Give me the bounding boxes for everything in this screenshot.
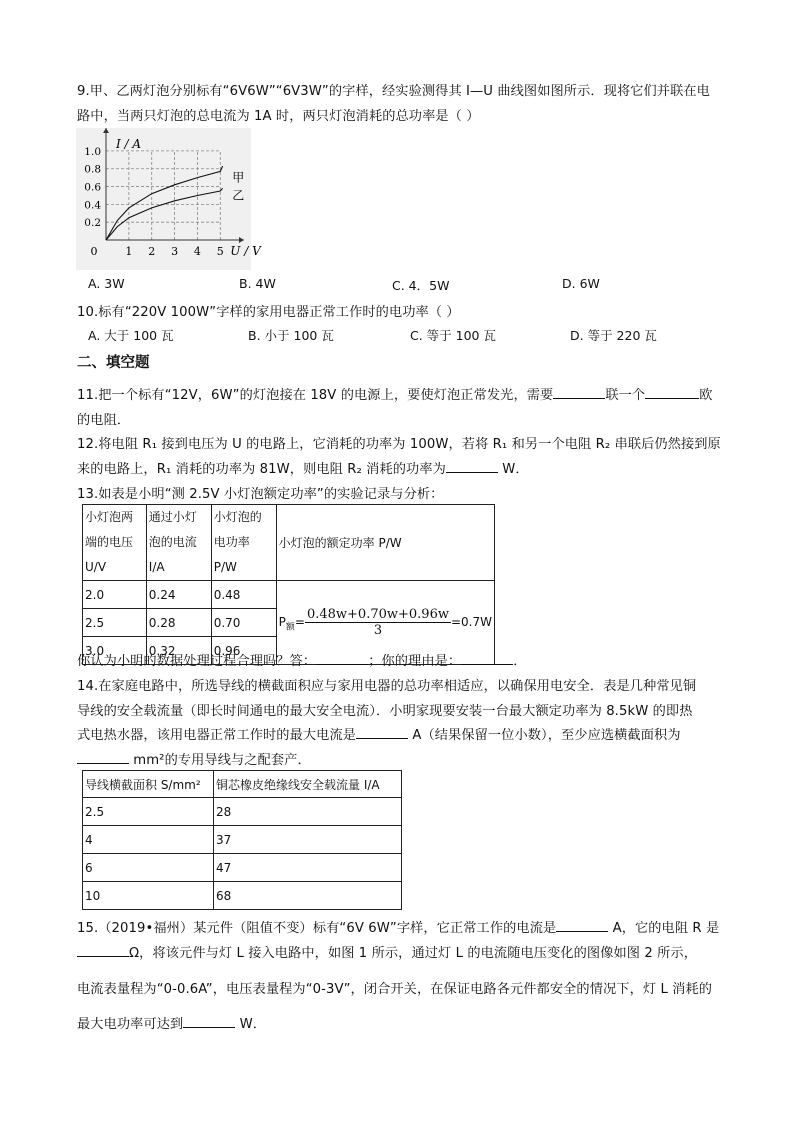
table-cell: 2.5 xyxy=(83,798,214,826)
table-cell: 68 xyxy=(214,882,402,910)
q11-part2: 联一个 xyxy=(605,388,646,403)
q13-header-power: 小灯泡的电功率 P/W xyxy=(211,505,276,581)
q15-line3: 电流表量程为“0-0.6A”，电压表量程为“0-3V”，闭合开关，在保证电路各元件都安全的情况下，灯 L 消耗的 xyxy=(77,982,713,997)
q9-option-d[interactable]: D. 6W xyxy=(562,276,600,291)
q15-line4 xyxy=(77,1013,266,1032)
y-axis-label: I / A xyxy=(116,137,142,151)
q15-blank1[interactable] xyxy=(556,917,608,932)
y-tick-label: 1.0 xyxy=(84,145,101,158)
x-tick-label: 1 xyxy=(125,245,133,258)
q9-option-c[interactable]: C. 4．5W xyxy=(392,278,450,293)
q14-blank2[interactable] xyxy=(77,749,129,764)
q15-line1-text: 15.（2019•福州）某元件（阻值不变）标有“6V 6W”字样，它正常工作的电流是 xyxy=(77,921,557,936)
table-cell: 0.24 xyxy=(146,581,211,609)
y-tick-label: 0.6 xyxy=(84,181,101,194)
q14-line2: 导线的安全载流量（即长时间通电的最大安全电流）．小明家现要安装一台最大额定功率为 8.5kW 的即热 xyxy=(77,704,693,719)
q11-part3: 欧 xyxy=(699,388,713,403)
table-cell: 2.5 xyxy=(83,609,147,637)
formula-numerator: 0.48w+0.70w+0.96w xyxy=(306,607,449,622)
y-tick-label: 0.8 xyxy=(84,163,101,176)
table-cell: 10 xyxy=(83,882,214,910)
formula-rhs: =0.7W xyxy=(450,615,492,629)
x-tick-label: 3 xyxy=(171,245,179,258)
q13-ask3: ． xyxy=(513,654,527,669)
q13-header-voltage: 小灯泡两端的电压 U/V xyxy=(83,505,147,581)
q14-line3-rest: A（结果保留一位小数），至少应选横截面积为 xyxy=(408,728,681,743)
q14-header-area: 导线横截面积 S/mm² xyxy=(83,771,214,798)
q13-formula-cell: $P_额=$ $\frac{0.48w+0.70w+0.96w}{3}$ =0.7W xyxy=(276,581,494,665)
table-cell: 4 xyxy=(83,826,214,854)
legend-label-yi: 乙 xyxy=(232,188,245,203)
q15-line1-rest: A，它的电阻 R 是 xyxy=(608,921,720,936)
q11-line1 xyxy=(77,384,713,403)
q12-line2-unit: W． xyxy=(497,462,529,477)
q13-blank1[interactable] xyxy=(316,650,368,665)
q15-blank2[interactable] xyxy=(77,942,129,957)
table-cell: 6 xyxy=(83,854,214,882)
q15-line2 xyxy=(77,942,697,961)
legend-label-jia: 甲 xyxy=(232,170,245,185)
q13-ask1: 你认为小明的数据处理过程合理吗？答： xyxy=(77,654,317,669)
q13-question xyxy=(77,650,527,669)
q9-option-b[interactable]: B. 4W xyxy=(239,276,276,291)
q10-option-b[interactable]: B. 小于 100 瓦 xyxy=(248,328,334,343)
q10-option-a[interactable]: A. 大于 100 瓦 xyxy=(88,328,174,343)
x-axis-arrow xyxy=(239,237,244,243)
q12-line2-text: 来的电路上，R₁ 消耗的功率为 81W，则电阻 R₂ 消耗的功率为 xyxy=(77,462,446,477)
x-tick-label: 0 xyxy=(90,245,98,258)
series-line-jia xyxy=(106,166,223,240)
y-tick-label: 0.2 xyxy=(84,217,101,230)
table-cell: 2.0 xyxy=(83,581,147,609)
table-cell: 28 xyxy=(214,798,402,826)
q14-table xyxy=(82,770,402,910)
q13-table xyxy=(82,504,495,665)
table-cell: 0.48 xyxy=(211,581,276,609)
table-cell: 0.70 xyxy=(211,609,276,637)
q14-blank1[interactable] xyxy=(356,724,408,739)
iu-chart-svg xyxy=(76,128,261,270)
table-cell: 0.32 xyxy=(146,637,211,665)
q10-option-d[interactable]: D. 等于 220 瓦 xyxy=(570,328,657,343)
q13-header-rated-power: 小灯泡的额定功率 P/W xyxy=(276,505,494,581)
q13-ask2: ；你的理由是： xyxy=(368,654,462,669)
table-cell: 0.96 xyxy=(211,637,276,665)
q9-line1: 9.甲、乙两灯泡分别标有“6V6W”“6V3W”的字样，经实验测得其 I—U 曲线图如图所示．现将它们并联在电 xyxy=(77,84,710,99)
q14-line1: 14.在家庭电路中，所选导线的横截面积应与家用电器的总功率相适应，以确保用电安全．表是几种常见铜 xyxy=(77,679,697,694)
q11-part1: 11.把一个标有“12V，6W”的灯泡接在 18V 的电源上，要使灯泡正常发光，需要 xyxy=(77,388,554,403)
q15-line1 xyxy=(77,917,719,936)
q14-line3 xyxy=(77,724,681,743)
table-cell: 47 xyxy=(214,854,402,882)
formula-sub: 额 xyxy=(285,622,295,633)
section-title: 二、填空题 xyxy=(77,355,150,371)
x-tick-label: 2 xyxy=(148,245,156,258)
x-tick-label: 4 xyxy=(193,245,201,258)
q11-blank2[interactable] xyxy=(645,384,699,399)
q9-line2: 路中，当两只灯泡的总电流为 1A 时，两只灯泡消耗的总功率是（ ） xyxy=(77,109,480,124)
q13-header-current: 通过小灯泡的电流 I/A xyxy=(146,505,211,581)
q11-blank1[interactable] xyxy=(553,384,605,399)
table-cell: 37 xyxy=(214,826,402,854)
q10-text: 10.标有“220V 100W”字样的家用电器正常工作时的电功率（ ） xyxy=(77,305,460,320)
q11-line2: 的电阻． xyxy=(77,413,131,428)
q15-blank3[interactable] xyxy=(183,1013,235,1028)
q15-line4-text: 最大电功率可达到 xyxy=(77,1017,184,1032)
table-cell: 3.0 xyxy=(83,637,147,665)
q14-line3-text: 式电热水器，该用电器正常工作时的最大电流是 xyxy=(77,728,357,743)
q14-header-current: 铜芯橡皮绝缘线安全载流量 I/A xyxy=(214,771,402,798)
table-cell: 0.28 xyxy=(146,609,211,637)
q13-intro: 13.如表是小明“测 2.5V 小灯泡额定功率”的实验记录与分析： xyxy=(77,487,444,502)
q14-line4 xyxy=(77,749,311,768)
q15-line4-unit: W． xyxy=(235,1017,267,1032)
q12-line2 xyxy=(77,458,529,477)
q12-line1: 12.将电阻 R₁ 接到电压为 U 的电路上，它消耗的功率为 100W，若将 R₁ 和另一个电阻 R₂ 串联后仍然接到原 xyxy=(77,437,721,452)
q13-blank2[interactable] xyxy=(461,650,513,665)
q14-line4-text: mm²的专用导线与之配套产． xyxy=(129,753,311,768)
y-tick-label: 0.4 xyxy=(84,199,101,212)
x-tick-label: 5 xyxy=(216,245,224,258)
q12-blank[interactable] xyxy=(446,458,498,473)
iu-chart xyxy=(76,128,261,270)
q9-option-a[interactable]: A. 3W xyxy=(88,276,125,291)
formula-denominator: 3 xyxy=(373,623,383,638)
q10-option-c[interactable]: C. 等于 100 瓦 xyxy=(410,328,496,343)
q15-line2-text: Ω，将该元件与灯 L 接入电路中，如图 1 所示，通过灯 L 的电流随电压变化的图像如图 2 所示， xyxy=(129,946,698,961)
formula-lhs: P xyxy=(278,615,286,629)
y-axis-arrow xyxy=(103,128,109,133)
formula-fraction xyxy=(305,607,451,638)
x-axis-label: U / V xyxy=(230,244,261,258)
